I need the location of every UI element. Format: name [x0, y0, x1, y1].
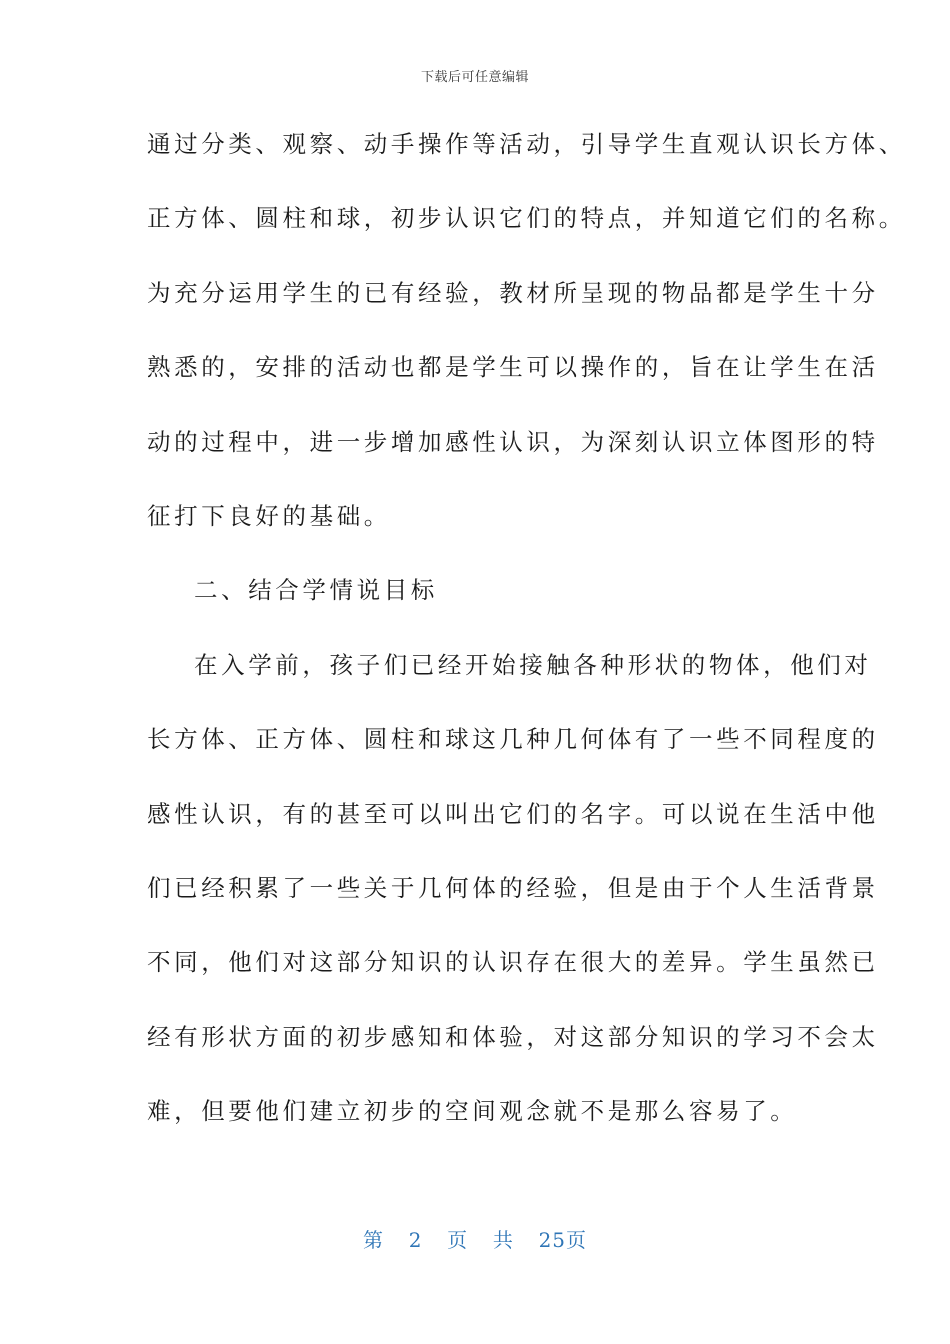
body-line: 动的过程中，进一步增加感性认识，为深刻认识立体图形的特 [147, 427, 879, 456]
page-footer [0, 1224, 950, 1253]
page-label-prefix: 第 [362, 1228, 384, 1252]
body-line: 熟悉的，安排的活动也都是学生可以操作的，旨在让学生在活 [147, 353, 879, 382]
page-header: 下载后可任意编辑 [420, 70, 529, 85]
section-heading: 二、结合学情说目标 [194, 576, 438, 605]
page-label-mid: 页 [447, 1228, 469, 1252]
body-line: 经有形状方面的初步感知和体验，对这部分知识的学习不会太 [147, 1022, 879, 1051]
body-line: 通过分类、观察、动手操作等活动，引导学生直观认识长方体、 [147, 130, 906, 158]
current-page-number: 2 [408, 1228, 423, 1252]
total-pages: 25页 [538, 1228, 588, 1252]
body-line: 征打下良好的基础。 [147, 501, 391, 530]
body-line: 们已经积累了一些关于几何体的经验，但是由于个人生活背景 [147, 873, 879, 902]
document-body [147, 118, 906, 1159]
body-line: 难，但要他们建立初步的空间观念就不是那么容易了。 [147, 1097, 798, 1126]
total-label-prefix: 共 [492, 1228, 514, 1252]
body-line: 不同，他们对这部分知识的认识存在很大的差异。学生虽然已 [147, 948, 879, 977]
body-line: 正方体、圆柱和球，初步认识它们的特点，并知道它们的名称。 [147, 204, 906, 233]
body-line: 长方体、正方体、圆柱和球这几种几何体有了一些不同程度的 [147, 725, 879, 754]
body-line: 为充分运用学生的已有经验，教材所呈现的物品都是学生十分 [147, 278, 879, 307]
body-line: 在入学前，孩子们已经开始接触各种形状的物体，他们对 [194, 650, 872, 679]
body-line: 感性认识，有的甚至可以叫出它们的名字。可以说在生活中他 [147, 799, 879, 828]
